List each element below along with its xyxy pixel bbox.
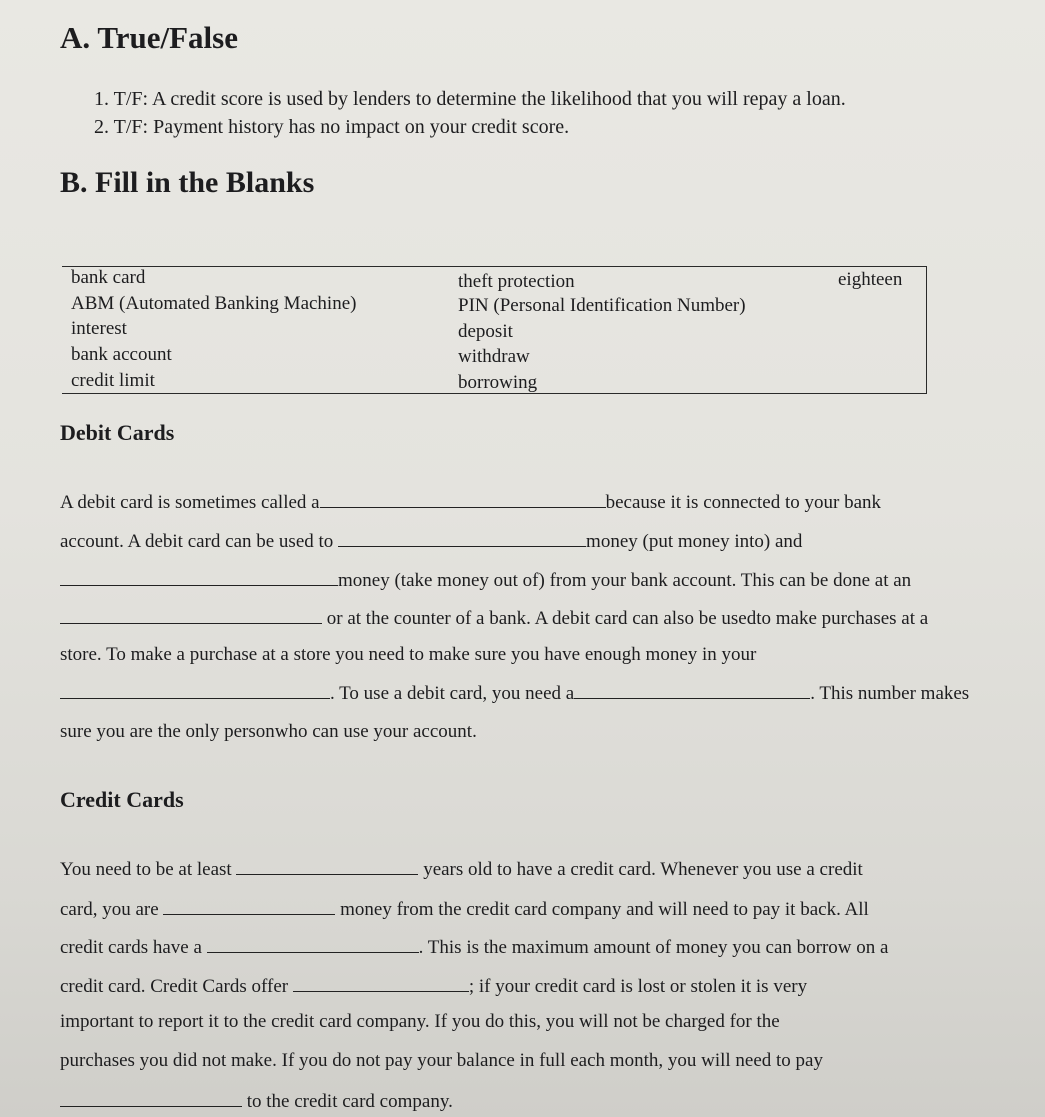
credit-line-5: important to report it to the credit card company. If you do this, you will not be charged for the	[60, 1011, 780, 1032]
blank[interactable]	[60, 567, 338, 586]
credit-line-3: credit cards have a . This is the maximum amount of money you can borrow on a	[60, 934, 888, 959]
section-a-title: A. True/False	[60, 20, 238, 55]
debit-line-2: account. A debit card can be used to money (put money into) and	[60, 528, 802, 553]
blank[interactable]	[574, 680, 810, 699]
debit-line-4: or at the counter of a bank. A debit card can also be usedto make purchases at a	[60, 605, 928, 630]
question-1: 1. T/F: A credit score is used by lenders to determine the likelihood that you will repay a loan.	[94, 88, 846, 110]
debit-line-3: money (take money out of) from your bank account. This can be done at an	[60, 567, 911, 592]
word-bank-item: credit limit	[71, 370, 155, 391]
credit-line-2: card, you are money from the credit card company and will need to pay it back. All	[60, 896, 869, 921]
blank[interactable]	[163, 896, 335, 915]
word-bank	[62, 266, 927, 394]
credit-line-6: purchases you did not make. If you do not pay your balance in full each month, you will need to pay	[60, 1050, 823, 1071]
word-bank-item: ABM (Automated Banking Machine)	[71, 293, 357, 314]
blank[interactable]	[293, 973, 469, 992]
debit-line-7: sure you are the only personwho can use your account.	[60, 721, 477, 742]
blank[interactable]	[60, 680, 330, 699]
credit-line-1: You need to be at least years old to have a credit card. Whenever you use a credit	[60, 856, 863, 881]
blank[interactable]	[60, 1088, 242, 1107]
blank[interactable]	[320, 489, 606, 508]
blank[interactable]	[236, 856, 418, 875]
blank[interactable]	[338, 528, 586, 547]
credit-line-7: to the credit card company.	[60, 1088, 453, 1113]
word-bank-item: interest	[71, 318, 127, 339]
debit-heading: Debit Cards	[60, 420, 175, 445]
debit-line-6: . To use a debit card, you need a . This number makes	[60, 680, 969, 705]
credit-heading: Credit Cards	[60, 787, 184, 812]
word-bank-item: bank card	[71, 267, 146, 288]
question-2: 2. T/F: Payment history has no impact on your credit score.	[94, 116, 570, 138]
section-b-title: B. Fill in the Blanks	[60, 166, 315, 199]
debit-line-5: store. To make a purchase at a store you need to make sure you have enough money in your	[60, 644, 757, 665]
credit-line-4: credit card. Credit Cards offer ; if your credit card is lost or stolen it is very	[60, 973, 807, 998]
word-bank-item: theft protection	[458, 271, 575, 292]
word-bank-item: PIN (Personal Identification Number)	[458, 295, 746, 316]
word-bank-item: borrowing	[458, 372, 538, 393]
blank[interactable]	[60, 605, 322, 624]
debit-line-1: A debit card is sometimes called a because it is connected to your bank	[60, 489, 881, 514]
word-bank-item: withdraw	[458, 346, 530, 367]
word-bank-item: bank account	[71, 344, 172, 365]
word-bank-item: eighteen	[838, 269, 903, 290]
blank[interactable]	[207, 934, 419, 953]
word-bank-item: deposit	[458, 321, 513, 342]
